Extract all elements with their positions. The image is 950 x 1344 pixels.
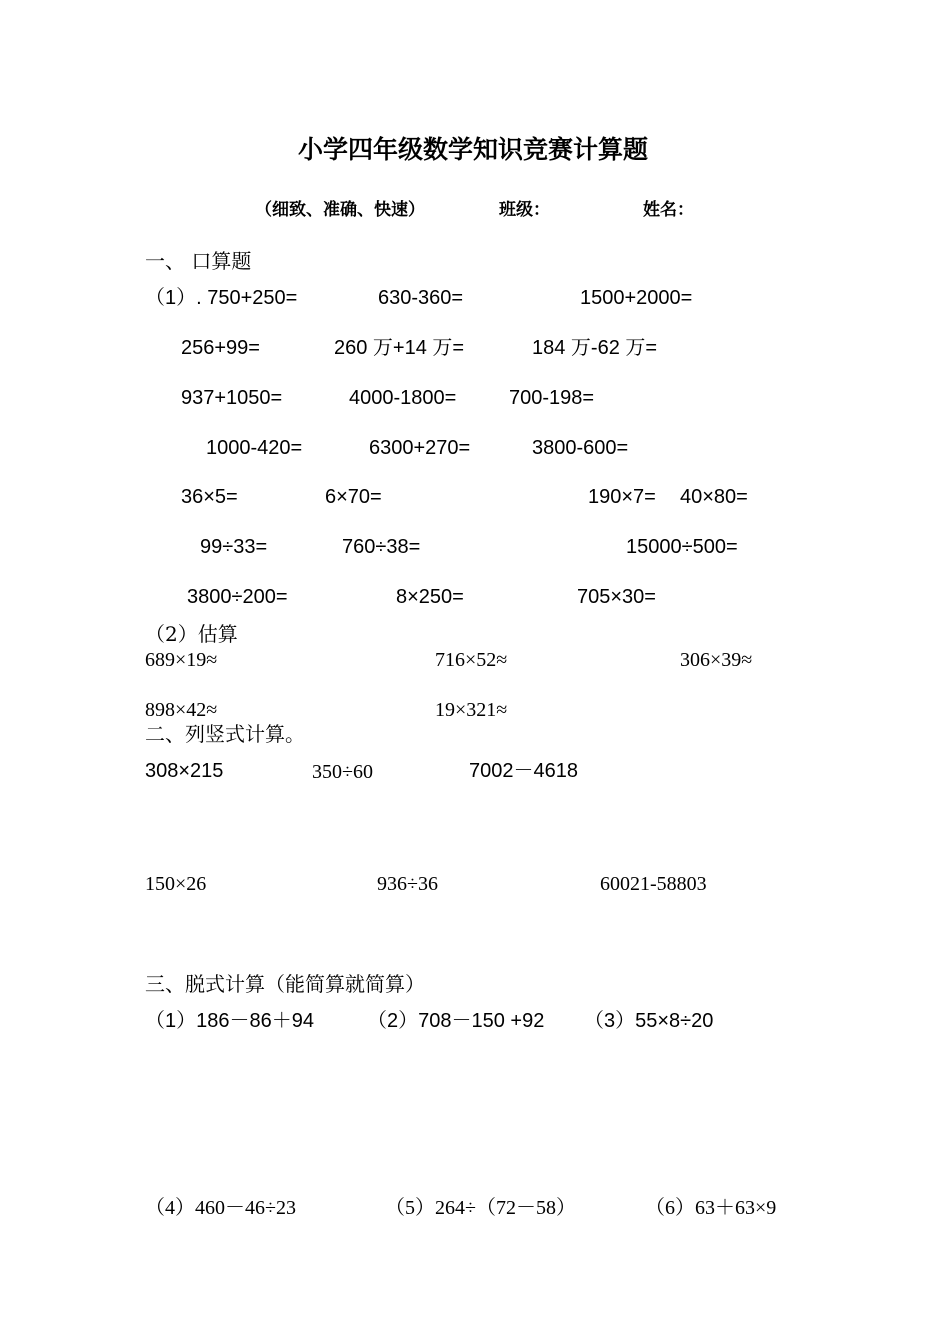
stepwise-problem: （2）708－150 +92 <box>367 1010 545 1032</box>
vertical-problem: 7002－4618 <box>469 760 578 782</box>
oral-problem: （1）. 750+250= <box>145 287 298 309</box>
vertical-problem: 60021-58803 <box>600 873 707 895</box>
oral-problem: 937+1050= <box>181 387 283 409</box>
vertical-problem: 936÷36 <box>377 873 438 895</box>
oral-problem: 6×70= <box>325 486 382 508</box>
oral-problem: 256+99= <box>181 337 260 359</box>
estimation-problem: 716×52≈ <box>435 649 508 671</box>
estimation-problem: 19×321≈ <box>435 699 508 721</box>
oral-problem: 1500+2000= <box>580 287 693 309</box>
oral-problem: 15000÷500= <box>626 536 738 558</box>
oral-problem: 705×30= <box>577 586 656 608</box>
section1-heading: 一、 口算题 <box>145 249 252 273</box>
oral-problem: 260 万+14 万= <box>334 337 465 359</box>
stepwise-problem: （5）264÷（72－58） <box>385 1197 576 1219</box>
oral-problem: 760÷38= <box>342 536 421 558</box>
oral-problem: 700-198= <box>509 387 595 409</box>
oral-problem: 40×80= <box>680 486 748 508</box>
stepwise-problem: （3）55×8÷20 <box>584 1010 714 1032</box>
estimation-problem: 898×42≈ <box>145 699 218 721</box>
oral-problem: 1000-420= <box>206 437 303 459</box>
oral-problem: 3800-600= <box>532 437 629 459</box>
estimation-problem: 306×39≈ <box>680 649 753 671</box>
oral-problem: 36×5= <box>181 486 238 508</box>
oral-problem: 190×7= <box>588 486 656 508</box>
oral-problem: 6300+270= <box>369 437 471 459</box>
subtitle-note: （细致、准确、快速） <box>255 200 425 220</box>
stepwise-problem: （6）63＋63×9 <box>645 1197 777 1219</box>
oral-problem: 99÷33= <box>200 536 268 558</box>
vertical-problem: 150×26 <box>145 873 207 895</box>
oral-problem: 184 万-62 万= <box>532 337 658 359</box>
oral-problem: 8×250= <box>396 586 464 608</box>
section2-heading: 二、列竖式计算。 <box>145 722 305 746</box>
oral-problem: 630-360= <box>378 287 464 309</box>
class-label: 班级： <box>499 200 550 220</box>
stepwise-problem: （4）460－46÷23 <box>145 1197 296 1219</box>
oral-problem: 4000-1800= <box>349 387 457 409</box>
stepwise-problem: （1）186－86＋94 <box>145 1010 314 1032</box>
oral-problem: 3800÷200= <box>187 586 288 608</box>
vertical-problem: 308×215 <box>145 760 224 782</box>
vertical-problem: 350÷60 <box>312 761 373 783</box>
section3-heading: 三、脱式计算（能简算就简算） <box>145 972 425 996</box>
estimation-problem: 689×19≈ <box>145 649 218 671</box>
estimation-heading: （2）估算 <box>145 622 238 646</box>
name-label: 姓名： <box>643 200 694 220</box>
page-title: 小学四年级数学知识竞赛计算题 <box>298 135 649 164</box>
